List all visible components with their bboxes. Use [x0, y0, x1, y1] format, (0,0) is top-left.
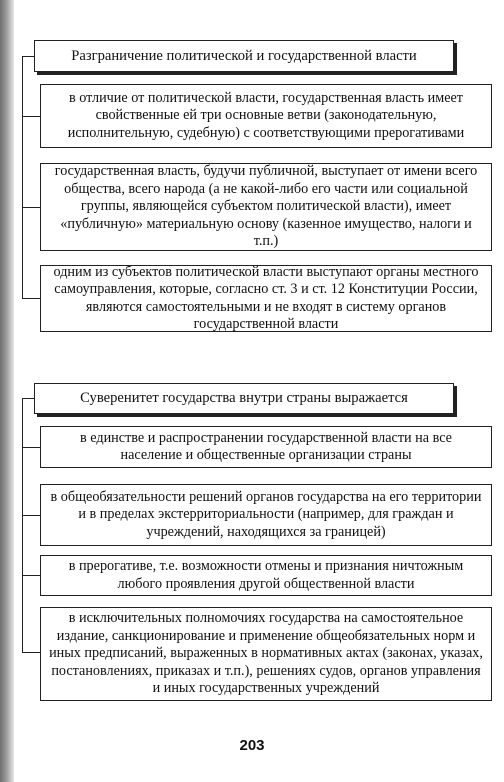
section1-heading: Разграничение политической и государственной власти: [34, 40, 454, 72]
section2-item-3: в прерогативе, т.е. возможности отмены и признания ничтожным любого проявления другой общественной власти: [40, 555, 492, 596]
connector-tick-item2-1: [22, 447, 40, 448]
page-number: 203: [239, 737, 265, 754]
section1-item-1: в отличие от политической власти, государственная власть имеет свойственные ей три основные ветви (законодательную, исполнительную, судебную) с соответствующими прерогативами: [40, 84, 492, 148]
section1-item-2: государственная власть, будучи публичной, выступает от имени всего общества, всего народа (а не какой-либо его части или социальной группы, являющейся субъектом политической власти), имеет «публичную» материальную основу (казенное имущество, налоги и т.п.): [40, 163, 492, 251]
connector-tick-item2-2: [22, 515, 40, 516]
page-gutter-shadow: [0, 0, 14, 782]
connector-spine-section2: [22, 398, 23, 652]
section2-heading: Суверенитет государства внутри страны выражается: [34, 383, 454, 414]
section2-item-2: в общеобязательности решений органов государства на его территории и в пределах экстерриториальности (например, для граждан и учреждений, находящихся за границей): [40, 484, 492, 546]
connector-tick-item1-1: [22, 116, 40, 117]
connector-spine-section1: [22, 56, 23, 298]
section1-item-3: одним из субъектов политической власти выступают органы местного самоуправления, которые, согласно ст. 3 и ст. 12 Конституции России, являются самостоятельными и не входят в систему органов государственной власти: [40, 265, 492, 332]
connector-tick-item2-3: [22, 575, 40, 576]
section2-item-1: в единстве и распространении государственной власти на все население и общественные организации страны: [40, 426, 492, 468]
section2-item-4: в исключительных полномочиях государства на самостоятельное издание, санкционирование и применение общеобязательных норм и иных предписаний, выраженных в нормативных актах (законах, указах, постановлениях, приказах и т.п.), решениях судов, органов управления и иных государственных учреждений: [40, 607, 492, 701]
connector-tick-item1-2: [22, 207, 40, 208]
connector-tick-item1-3: [22, 298, 40, 299]
connector-tick-item2-4: [22, 652, 40, 653]
